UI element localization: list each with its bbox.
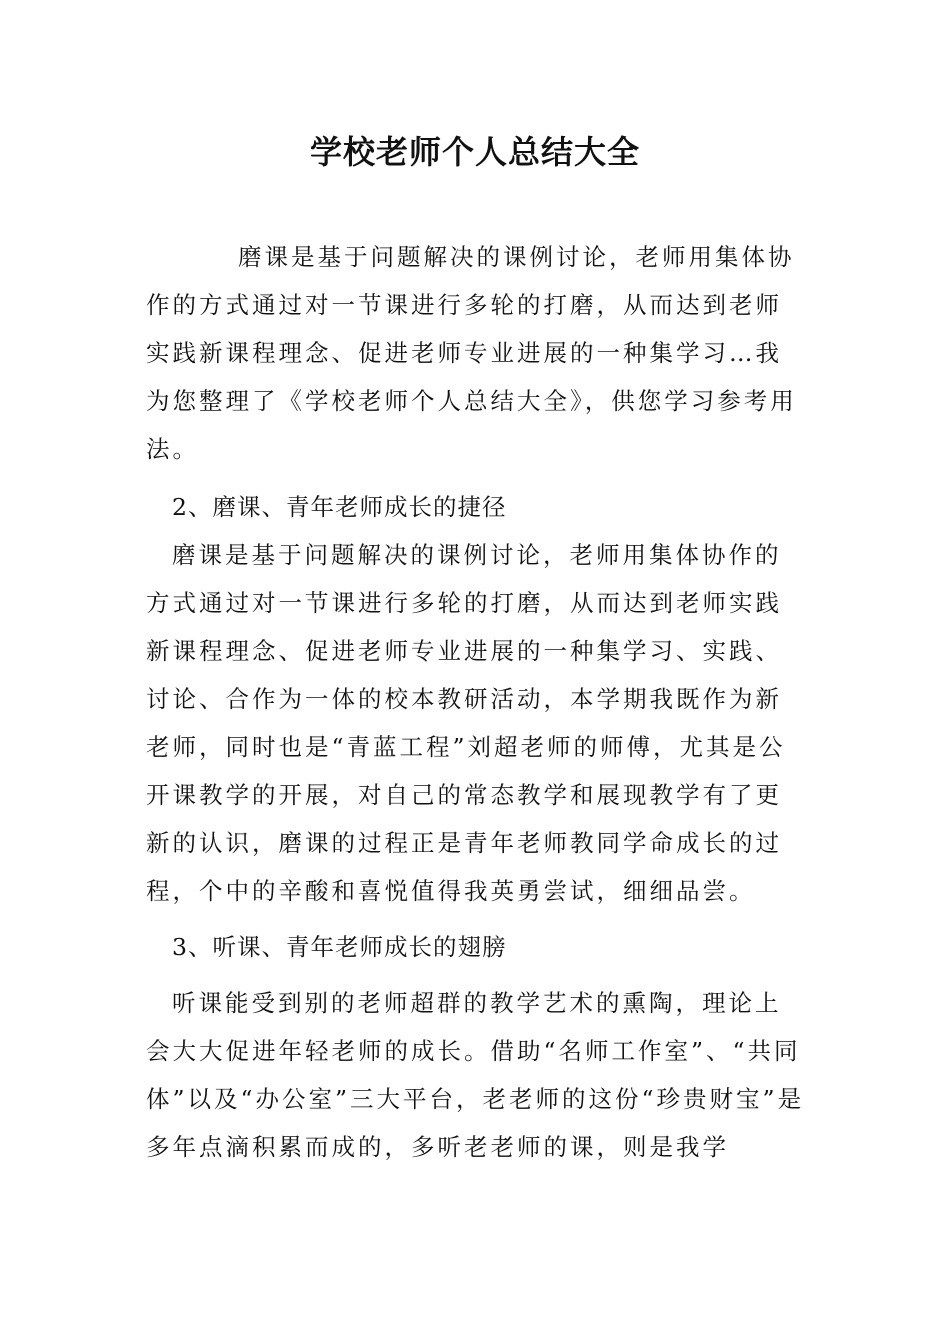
intro-paragraph: 磨课是基于问题解决的课例讨论，老师用集体协作的方式通过对一节课进行多轮的打磨，从而达到老师实践新课程理念、促进老师专业进展的一种集学习…我为您整理了《学校老师个人总结大全》，供您学习参考用法。: [146, 243, 797, 463]
section-heading-3: 3、听课、青年老师成长的翅膀: [172, 933, 507, 961]
section-heading-2: 2、磨课、青年老师成长的捷径: [172, 493, 507, 521]
section-body-3: 听课能受到别的老师超群的教学艺术的熏陶，理论上会大大促进年轻老师的成长。借助“名师工作室”、“共同体”以及“办公室”三大平台，老老师的这份“珍贵财宝”是多年点滴积累而成的，多听老老师的课，则是我学: [146, 989, 805, 1161]
section-body-2: 磨课是基于问题解决的课例讨论，老师用集体协作的方式通过对一节课进行多轮的打磨，从而达到老师实践新课程理念、促进老师专业进展的一种集学习、实践、讨论、合作为一体的校本教研活动，本学期我既作为新老师，同时也是“青蓝工程”刘超老师的师傅，尤其是公开课教学的开展，对自己的常态教学和展现教学有了更新的认识，磨课的过程正是青年老师教同学命成长的过程，个中的辛酸和喜悦值得我英勇尝试，细细品尝。: [146, 541, 786, 905]
document-title: 学校老师个人总结大全: [309, 133, 640, 171]
